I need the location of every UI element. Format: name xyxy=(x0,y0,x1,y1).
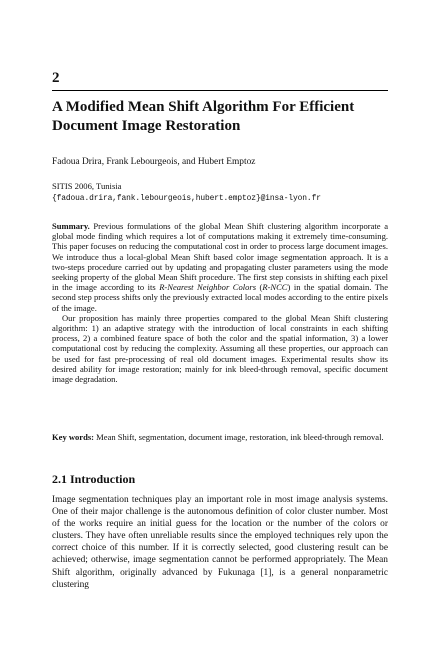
paper-title: A Modified Mean Shift Algorithm For Efficient Document Image Restoration xyxy=(52,99,355,134)
chapter-rule xyxy=(52,90,388,91)
summary-paragraph-1 xyxy=(52,221,388,313)
summary-term-rnnc: R-Nearest Neighbor Colors xyxy=(159,282,257,293)
summary-label: Summary. xyxy=(52,221,90,231)
section-heading xyxy=(52,472,135,487)
introduction-paragraph: Image segmentation techniques play an important role in most image analysis systems. One of their major challenge is the autonomous definition of color cluster number. Most of the works require an initial guess for the location or the number of the colors or clusters. They have often unreliable results since the employed techniques rely upon the correct choice of this number. If it is correctly selected, good clustering result can be achieved; otherwise, image segmentation cannot be performed appropriately. The Mean Shift algorithm, originally advanced by Fukunaga [1], is a general nonparametric clustering xyxy=(52,495,388,590)
summary-block xyxy=(52,221,388,384)
summary-text-c: ) in the spatial domain. The second step process shifts only the previously extracted local modes according to the entire pixels of the image. xyxy=(52,282,388,313)
keywords-text: Mean Shift, segmentation, document image, restoration, ink bleed-through removal. xyxy=(96,432,384,442)
summary-paragraph-2: Our proposition has mainly three properties compared to the global Mean Shift clustering algorithm: 1) an adaptive strategy with the introduction of local constraints in each shifting process, 2) a combined feature space of both the color and the spatial information, 3) a lower computational cost by reducing the complexity. Assuming all these properties, our approach can be used for fast pre-processing of real old document images. Experimental results show its desired ability for image restoration; mainly for ink bleed-through removal, specific document image degradation. xyxy=(52,312,388,385)
section-title: Introduction xyxy=(70,472,136,486)
introduction-body xyxy=(52,494,388,591)
summary-text-a: Previous formulations of the global Mean Shift clustering algorithm incorporate a global mode finding which requires a lot of computations making it extremely time-consuming. This paper focuses on reducing the computational cost in order to process large document images. We introduce thus a local-global Mean Shift based color image segmentation approach. It is a two-steps procedure carried out by updating and propagating cluster parameters using the mode seeking property of the global Mean Shift procedure. The first step consists in shifting each pixel in the image according to its xyxy=(52,221,388,293)
summary-text-b: ( xyxy=(256,282,263,293)
venue-line: SITIS 2006, Tunisia xyxy=(52,181,122,191)
keywords-block xyxy=(52,432,388,443)
author-list: Fadoua Drira, Frank Lebourgeois, and Hubert Emptoz xyxy=(52,157,256,167)
section-number: 2.1 xyxy=(52,472,67,486)
chapter-number: 2 xyxy=(52,70,60,86)
keywords-label: Key words: xyxy=(52,432,95,442)
summary-term-rncc: R-NCC xyxy=(262,282,288,293)
email-addresses: {fadoua.drira,fank.lebourgeois,hubert.emptoz}@insa-lyon.fr xyxy=(52,194,321,203)
